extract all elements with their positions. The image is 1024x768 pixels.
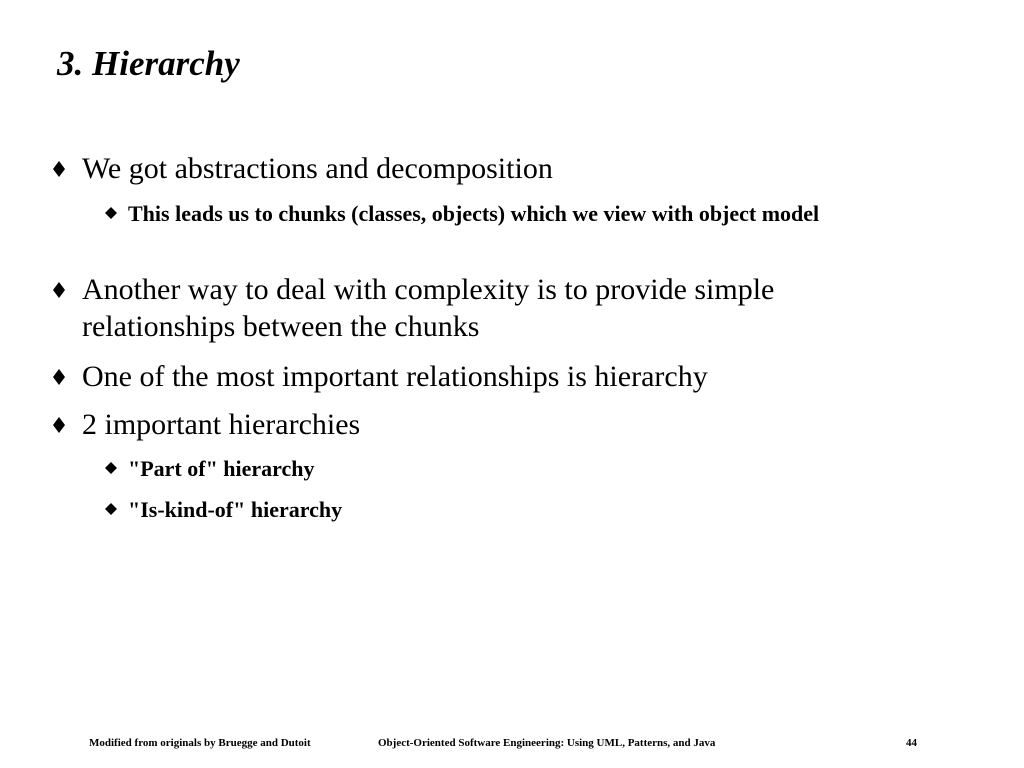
bullet-text: We got abstractions and decomposition bbox=[82, 152, 553, 185]
diamond-icon bbox=[53, 161, 65, 177]
diamond-icon bbox=[53, 369, 65, 385]
slide-title: 3. Hierarchy bbox=[57, 44, 240, 83]
bullet-text: Another way to deal with complexity is to provide simple relationships between the chunks bbox=[82, 273, 775, 343]
sub-bullet-text: "Part of" hierarchy bbox=[128, 456, 315, 481]
page-number: 44 bbox=[906, 737, 917, 749]
diamond-filled-icon bbox=[105, 462, 117, 474]
diamond-icon bbox=[53, 417, 65, 433]
bullet-text: 2 important hierarchies bbox=[82, 408, 361, 441]
bullet-item bbox=[82, 271, 922, 345]
diamond-filled-icon bbox=[105, 207, 117, 219]
sub-bullet-text: This leads us to chunks (classes, objects) which we view with object model bbox=[128, 201, 820, 226]
sub-bullet-item bbox=[128, 495, 958, 524]
diamond-filled-icon bbox=[105, 503, 117, 515]
diamond-icon bbox=[53, 282, 65, 298]
bullet-item bbox=[82, 358, 922, 395]
sub-bullet-text: "Is-kind-of" hierarchy bbox=[128, 497, 343, 522]
footer-credit: Modified from originals by Bruegge and Dutoit bbox=[89, 737, 311, 749]
bullet-item bbox=[82, 150, 922, 187]
sub-bullet-item bbox=[128, 454, 958, 483]
bullet-text: One of the most important relationships is hierarchy bbox=[82, 360, 708, 393]
bullet-item bbox=[82, 406, 922, 443]
footer-course-title: Object-Oriented Software Engineering: Using UML, Patterns, and Java bbox=[378, 737, 716, 749]
sub-bullet-item bbox=[128, 199, 958, 228]
